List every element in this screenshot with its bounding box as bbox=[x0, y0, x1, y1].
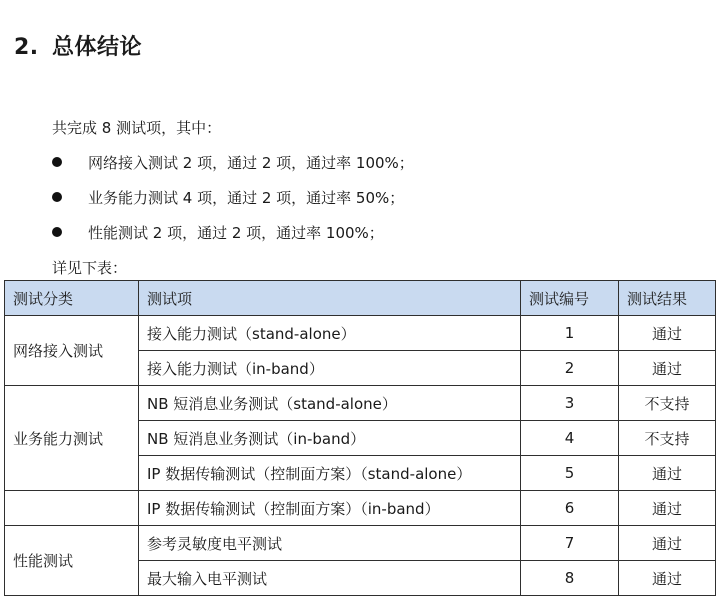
bullet-icon bbox=[52, 157, 62, 167]
item-cell: NB 短消息业务测试（in-band） bbox=[139, 421, 521, 456]
section-heading bbox=[14, 30, 142, 61]
result-cell: 通过 bbox=[619, 561, 716, 596]
result-cell: 通过 bbox=[619, 316, 716, 351]
item-cell: 接入能力测试（in-band） bbox=[139, 351, 521, 386]
item-cell: 接入能力测试（stand-alone） bbox=[139, 316, 521, 351]
table-row bbox=[5, 386, 716, 421]
table-row bbox=[5, 316, 716, 351]
number-cell: 6 bbox=[521, 491, 619, 526]
number-cell: 8 bbox=[521, 561, 619, 596]
item-cell: 参考灵敏度电平测试 bbox=[139, 526, 521, 561]
table-header-row bbox=[5, 281, 716, 316]
intro-text: 共完成 8 测试项，其中： bbox=[52, 119, 222, 137]
section-title: 总体结论 bbox=[52, 35, 143, 60]
result-cell: 不支持 bbox=[619, 421, 716, 456]
result-cell: 不支持 bbox=[619, 386, 716, 421]
result-cell: 通过 bbox=[619, 351, 716, 386]
list-item-text: 网络接入测试 2 项，通过 2 项，通过率 100%； bbox=[88, 154, 414, 172]
result-cell: 通过 bbox=[619, 456, 716, 491]
number-cell: 7 bbox=[521, 526, 619, 561]
section-number: 2. bbox=[14, 35, 39, 60]
number-cell: 1 bbox=[521, 316, 619, 351]
category-cell bbox=[5, 491, 139, 526]
item-cell: IP 数据传输测试（控制面方案）（in-band） bbox=[139, 491, 521, 526]
category-cell: 业务能力测试 bbox=[5, 386, 139, 491]
item-cell: NB 短消息业务测试（stand-alone） bbox=[139, 386, 521, 421]
number-cell: 5 bbox=[521, 456, 619, 491]
list-item-text: 性能测试 2 项，通过 2 项，通过率 100%； bbox=[88, 224, 384, 242]
list-item-text: 业务能力测试 4 项，通过 2 项，通过率 50%； bbox=[88, 189, 405, 207]
header-number: 测试编号 bbox=[521, 281, 619, 316]
see-below-text: 详见下表： bbox=[52, 259, 128, 277]
category-cell: 性能测试 bbox=[5, 526, 139, 596]
header-category: 测试分类 bbox=[5, 281, 139, 316]
list-item bbox=[52, 222, 414, 257]
item-cell: IP 数据传输测试（控制面方案）（stand-alone） bbox=[139, 456, 521, 491]
table-row bbox=[5, 491, 716, 526]
header-item: 测试项 bbox=[139, 281, 521, 316]
bullet-icon bbox=[52, 227, 62, 237]
bullet-icon bbox=[52, 192, 62, 202]
result-cell: 通过 bbox=[619, 491, 716, 526]
number-cell: 3 bbox=[521, 386, 619, 421]
number-cell: 4 bbox=[521, 421, 619, 456]
number-cell: 2 bbox=[521, 351, 619, 386]
summary-list bbox=[52, 152, 414, 257]
header-result: 测试结果 bbox=[619, 281, 716, 316]
results-table bbox=[4, 280, 716, 596]
list-item bbox=[52, 152, 414, 187]
item-cell: 最大输入电平测试 bbox=[139, 561, 521, 596]
list-item bbox=[52, 187, 414, 222]
result-cell: 通过 bbox=[619, 526, 716, 561]
category-cell: 网络接入测试 bbox=[5, 316, 139, 386]
table-row bbox=[5, 526, 716, 561]
